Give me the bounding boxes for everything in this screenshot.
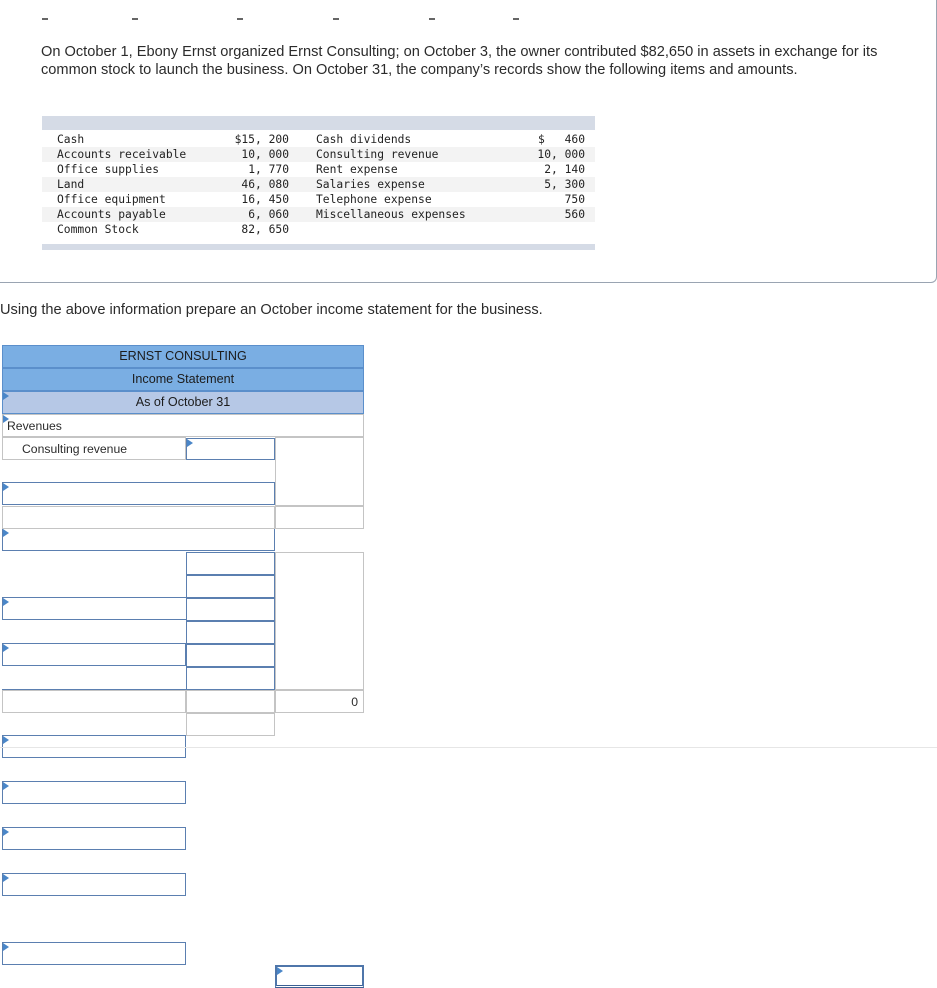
accounts-table — [42, 116, 595, 250]
account-name: Salaries expense — [316, 178, 425, 191]
consulting-revenue-label-cell — [2, 437, 186, 460]
account-value: 82, 650 — [241, 223, 289, 236]
total-expenses-spacer-cell — [186, 690, 275, 713]
company-name-header: ERNST CONSULTING — [2, 345, 364, 368]
account-name: Cash — [57, 133, 85, 146]
account-value: $15, 200 — [234, 133, 289, 146]
expense-amount-input[interactable] — [186, 575, 275, 598]
expense-name-input[interactable] — [2, 781, 186, 804]
account-value: 10, 000 — [537, 148, 585, 161]
account-name: Telephone expense — [316, 193, 432, 206]
account-name: Consulting revenue — [316, 148, 439, 161]
table-row — [42, 177, 595, 192]
statement-date-header[interactable] — [2, 391, 364, 414]
account-name: Miscellaneous expenses — [316, 208, 466, 221]
expense-amount-input[interactable] — [186, 621, 275, 644]
table-row — [42, 192, 595, 207]
account-value: 460 — [564, 133, 585, 146]
account-name: Office equipment — [57, 193, 166, 206]
blank-row-total-cell — [275, 506, 364, 529]
expense-name-input[interactable] — [2, 827, 186, 850]
expense-total-column-cell — [275, 552, 364, 690]
revenue-total-column-cell — [275, 437, 364, 506]
table-row — [42, 207, 595, 222]
account-name: Land — [57, 178, 85, 191]
statement-title-header: Income Statement — [2, 368, 364, 391]
account-name: Accounts receivable — [57, 148, 187, 161]
revenue-entry-input[interactable] — [2, 482, 275, 505]
revenues-label: Revenues — [7, 419, 62, 433]
statement-date-text: As of October 31 — [135, 395, 231, 409]
net-income-label-input[interactable] — [2, 942, 186, 965]
account-name: Cash dividends — [316, 133, 412, 146]
expense-amount-input[interactable] — [186, 644, 275, 667]
net-income-amount-input[interactable] — [275, 965, 364, 988]
dollar-sign: $ — [538, 133, 545, 146]
expense-amount-input[interactable] — [186, 598, 275, 621]
account-value: 560 — [564, 208, 585, 221]
blank-row-cell — [2, 506, 275, 529]
table-row — [42, 222, 595, 237]
problem-card — [0, 0, 937, 283]
account-value: 16, 450 — [241, 193, 289, 206]
account-value: 1, 770 — [248, 163, 289, 176]
total-expenses-label-cell — [2, 690, 186, 713]
net-income-spacer-cell — [186, 713, 275, 736]
revenue-entry-input[interactable] — [2, 528, 275, 551]
account-value: 5, 300 — [544, 178, 585, 191]
table-row — [42, 132, 595, 147]
account-name: Rent expense — [316, 163, 398, 176]
account-name: Office supplies — [57, 163, 160, 176]
account-name: Accounts payable — [57, 208, 166, 221]
total-expenses-value-cell — [275, 690, 364, 713]
account-value: 10, 000 — [241, 148, 289, 161]
consulting-revenue-label: Consulting revenue — [22, 442, 128, 456]
expense-amount-input[interactable] — [186, 667, 275, 690]
account-value: 6, 060 — [248, 208, 289, 221]
account-value: 46, 080 — [241, 178, 289, 191]
table-row — [42, 162, 595, 177]
expense-name-input[interactable] — [2, 873, 186, 896]
expense-name-input[interactable] — [2, 643, 186, 666]
problem-text: On October 1, Ebony Ernst organized Ernst Consulting; on October 3, the owner contributed $82,650 in assets in exchange for its common stock to launch the business. On October 31, the company’s records show the following items and amounts. — [41, 44, 878, 78]
footer-divider — [0, 747, 937, 748]
consulting-revenue-amount-input[interactable] — [186, 438, 275, 460]
table-bottom-band — [42, 244, 595, 250]
table-top-band — [42, 116, 595, 130]
table-row — [42, 147, 595, 162]
revenues-row[interactable] — [2, 414, 364, 437]
account-value: 2, 140 — [544, 163, 585, 176]
income-statement — [2, 345, 364, 709]
account-name: Common Stock — [57, 223, 139, 236]
total-expenses-value: 0 — [351, 695, 358, 709]
instruction-text: Using the above information prepare an October income statement for the business. — [0, 302, 543, 318]
account-value: 750 — [564, 193, 585, 206]
expense-amount-input[interactable] — [186, 552, 275, 575]
